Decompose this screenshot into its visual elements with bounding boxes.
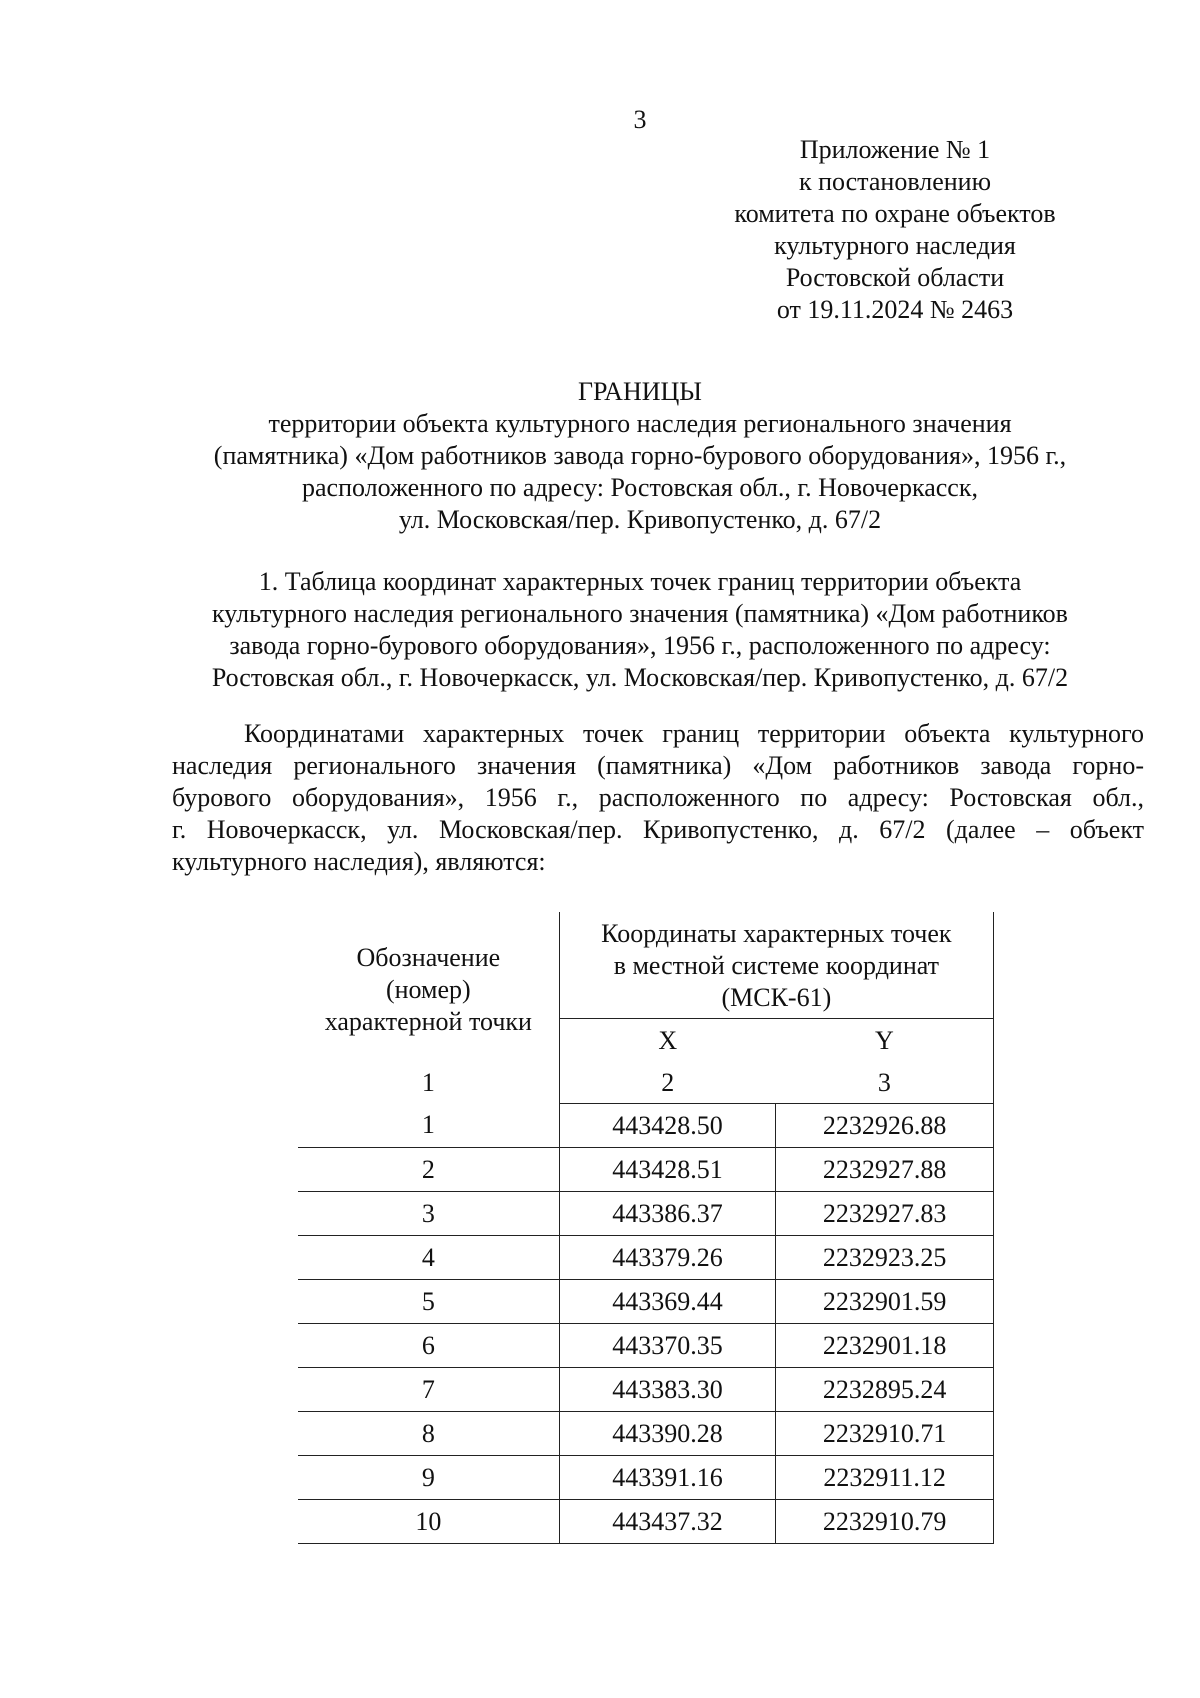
table-row — [298, 1280, 994, 1324]
coord-x: 443437.32 — [559, 1500, 776, 1544]
point-number: 6 — [298, 1324, 559, 1368]
paragraph-line: бурового оборудования», 1956 г., расположенного по адресу: Ростовская обл., — [172, 783, 1144, 812]
appendix-line: к постановлению — [798, 167, 992, 196]
title-line: (памятника) «Дом работников завода горно-бурового оборудования», 1956 г., — [213, 441, 1067, 470]
paragraph-line: г. Новочеркасск, ул. Московская/пер. Кривопустенко, д. 67/2 (далее – объект — [172, 815, 1144, 844]
coord-y: 2232910.79 — [776, 1500, 994, 1544]
coord-y: 2232910.71 — [776, 1412, 994, 1456]
coord-x: 443383.30 — [559, 1368, 776, 1412]
coord-x: 443379.26 — [559, 1236, 776, 1280]
section-line: 1. Таблица координат характерных точек границ территории объекта — [258, 567, 1022, 596]
coord-y: 2232927.88 — [776, 1148, 994, 1192]
title-line: территории объекта культурного наследия регионального значения — [268, 409, 1012, 438]
table-row — [298, 1104, 994, 1148]
title-line: расположенного по адресу: Ростовская обл., г. Новочеркасск, — [302, 473, 978, 502]
coordinates-table — [298, 912, 994, 1544]
coord-x: 443386.37 — [559, 1192, 776, 1236]
header-y: Y — [776, 1019, 994, 1064]
appendix-line: культурного наследия — [774, 231, 1016, 260]
coord-x: 443428.51 — [559, 1148, 776, 1192]
point-number: 9 — [298, 1456, 559, 1500]
section-1-heading — [160, 566, 1120, 694]
table-row — [298, 1324, 994, 1368]
point-number: 10 — [298, 1500, 559, 1544]
coord-x: 443390.28 — [559, 1412, 776, 1456]
header-coords-line: (МСК-61) — [721, 983, 832, 1012]
title-heading: ГРАНИЦЫ — [578, 377, 702, 406]
appendix-line: комитета по охране объектов — [734, 199, 1056, 228]
coord-x: 443428.50 — [559, 1104, 776, 1148]
header-x: X — [559, 1019, 776, 1064]
coord-y: 2232895.24 — [776, 1368, 994, 1412]
point-number: 5 — [298, 1280, 559, 1324]
page-number: 3 — [633, 105, 647, 134]
coord-y: 2232923.25 — [776, 1236, 994, 1280]
coord-y: 2232926.88 — [776, 1104, 994, 1148]
point-number: 4 — [298, 1236, 559, 1280]
coord-x: 443370.35 — [559, 1324, 776, 1368]
header-point-line: Обозначение — [356, 942, 501, 972]
appendix-line: от 19.11.2024 № 2463 — [776, 295, 1014, 324]
table-row — [298, 1412, 994, 1456]
document-title — [160, 376, 1120, 536]
column-number-row — [298, 1063, 994, 1104]
table-header-row — [298, 912, 994, 1019]
coord-y: 2232911.12 — [776, 1456, 994, 1500]
point-number: 7 — [298, 1368, 559, 1412]
appendix-header — [720, 134, 1070, 326]
coord-y: 2232901.18 — [776, 1324, 994, 1368]
table-row — [298, 1500, 994, 1544]
header-point-line: характерной точки — [324, 1006, 532, 1036]
section-line: Ростовская обл., г. Новочеркасск, ул. Московская/пер. Кривопустенко, д. 67/2 — [211, 663, 1069, 692]
point-number: 3 — [298, 1192, 559, 1236]
table-row — [298, 1236, 994, 1280]
column-number: 2 — [559, 1063, 776, 1104]
section-line: завода горно-бурового оборудования», 1956 г., расположенного по адресу: — [229, 631, 1051, 660]
column-number: 1 — [421, 1068, 435, 1098]
table-row — [298, 1148, 994, 1192]
header-point-label — [298, 912, 559, 1063]
header-coords-line: Координаты характерных точек — [601, 919, 952, 948]
header-coords-line: в местной системе координат — [613, 951, 939, 980]
table-row — [298, 1368, 994, 1412]
coord-x: 443369.44 — [559, 1280, 776, 1324]
paragraph-line: наследия регионального значения (памятника) «Дом работников завода горно- — [172, 751, 1144, 780]
table-row — [298, 1456, 994, 1500]
title-line: ул. Московская/пер. Кривопустенко, д. 67/2 — [398, 505, 882, 534]
point-number: 2 — [298, 1148, 559, 1192]
header-point-line: (номер) — [385, 974, 471, 1004]
appendix-line: Ростовской области — [785, 263, 1005, 292]
body-paragraph — [172, 718, 1144, 878]
paragraph-line: культурного наследия), являются: — [172, 847, 546, 876]
header-coords-label — [559, 912, 993, 1019]
column-number: 3 — [776, 1063, 994, 1104]
appendix-line: Приложение № 1 — [799, 135, 991, 164]
coord-y: 2232901.59 — [776, 1280, 994, 1324]
point-number: 1 — [298, 1104, 559, 1148]
paragraph-line: Координатами характерных точек границ территории объекта культурного — [244, 719, 1144, 748]
coord-y: 2232927.83 — [776, 1192, 994, 1236]
section-line: культурного наследия регионального значения (памятника) «Дом работников — [212, 599, 1068, 628]
coord-x: 443391.16 — [559, 1456, 776, 1500]
table-row — [298, 1192, 994, 1236]
point-number: 8 — [298, 1412, 559, 1456]
